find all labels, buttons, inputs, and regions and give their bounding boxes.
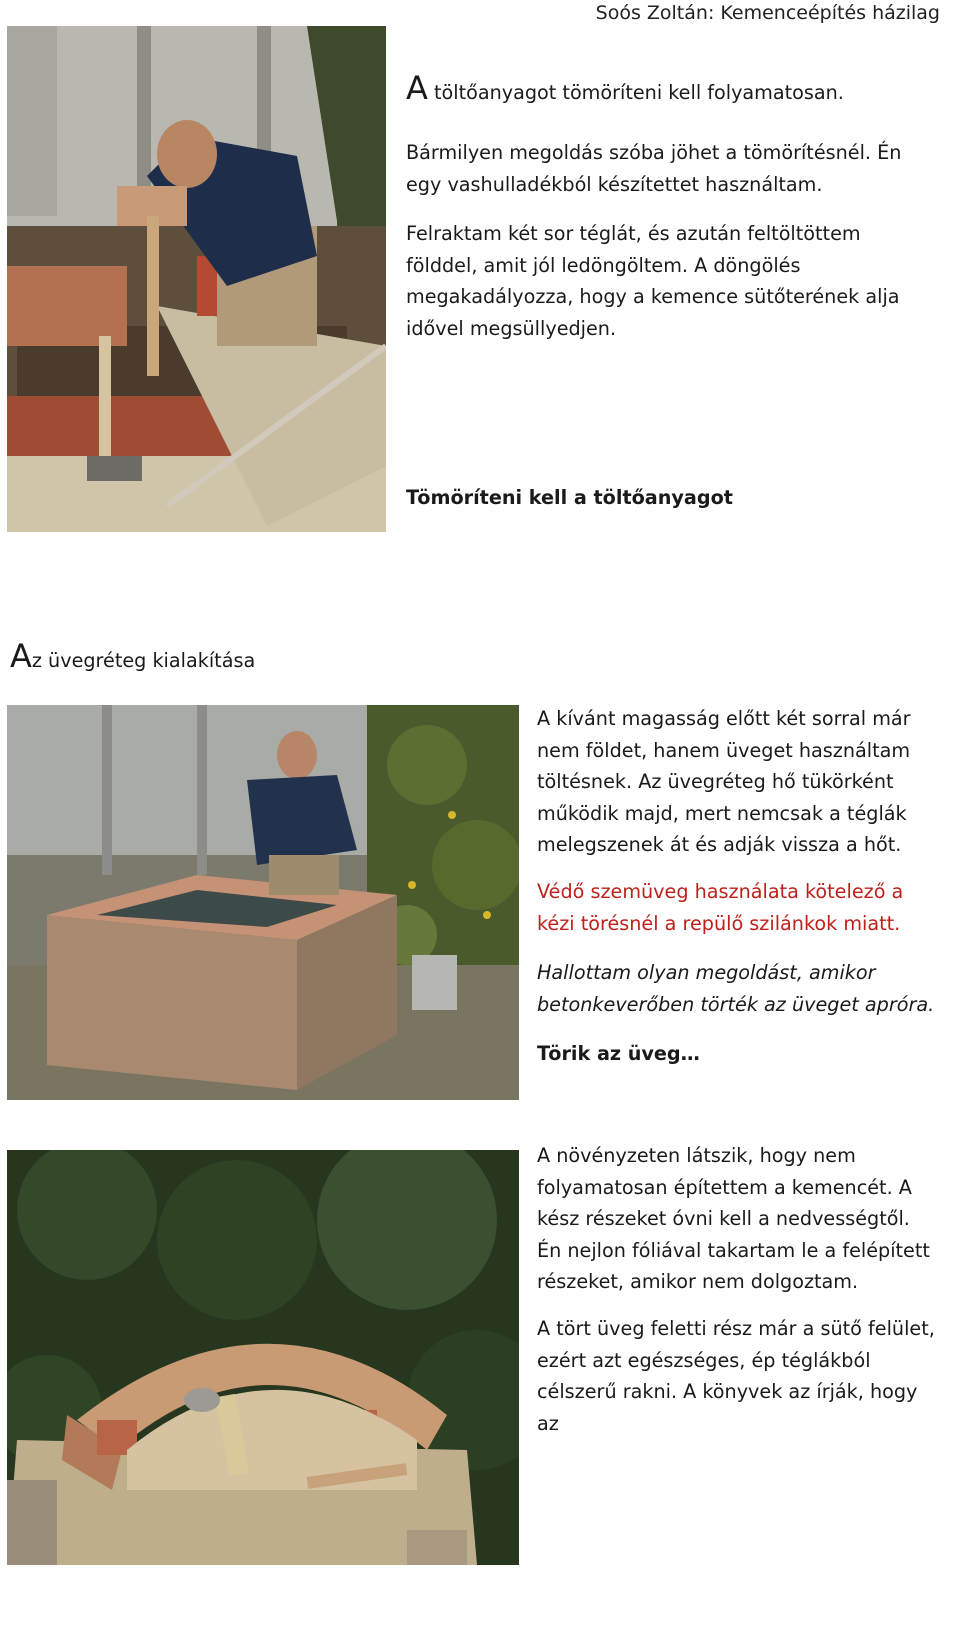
caption-breaking-glass: Törik az üveg… <box>537 1042 700 1065</box>
heading-text: z üvegréteg kialakítása <box>31 649 256 672</box>
photo-tamping-fill <box>7 26 386 532</box>
caption-tamping: Tömöríteni kell a töltőanyagot <box>406 486 733 509</box>
paragraph-baking-surface: A tört üveg feletti rész már a sütő felület, ezért azt egészséges, ép téglákból célszerű rakni. A könyvek az írják, hogy az <box>537 1317 935 1435</box>
lead-text: töltőanyagot tömöríteni kell folyamatosan. <box>427 81 844 104</box>
safety-warning: Védő szemüveg használata kötelező a kézi törésnél a repülő szilánkok miatt. <box>537 880 904 935</box>
paragraph-moisture: A növényzeten látszik, hogy nem folyamatosan építettem a kemencét. A kész részeket óvni kell a nedvességtől. Én nejlon fóliával takartam le a felépített részeket, amikor nem dolgoztam. <box>537 1144 930 1293</box>
note-concrete-mixer: Hallottam olyan megoldást, amikor betonkeverőben törték az üveget apróra. <box>537 961 935 1016</box>
photo-oven-base <box>7 1150 519 1565</box>
paragraph-bricks: Felraktam két sor téglát, és azután feltöltöttem földdel, amit jól ledöngöltem. A döngölés megakadályozza, hogy a kemence sütőterének alja idővel megsüllyedjen. <box>406 222 900 340</box>
page-header: Soós Zoltán: Kemenceépítés házilag <box>595 2 940 24</box>
section-heading-glass-layer <box>10 637 610 677</box>
paragraph-glass-layer: A kívánt magasság előtt két sorral már nem földet, hanem üveget használtam töltésnek. Az üvegréteg hő tükörként működik majd, mert nemcsak a téglák melegszenek át és adják vissza a hőt. <box>537 707 911 856</box>
dropcap: A <box>406 69 428 107</box>
photo-breaking-glass <box>7 705 519 1100</box>
lead-paragraph <box>406 69 926 109</box>
dropcap: A <box>10 637 32 675</box>
paragraph-tool: Bármilyen megoldás szóba jöhet a tömörítésnél. Én egy vashulladékból készítettet használtam. <box>406 141 902 196</box>
